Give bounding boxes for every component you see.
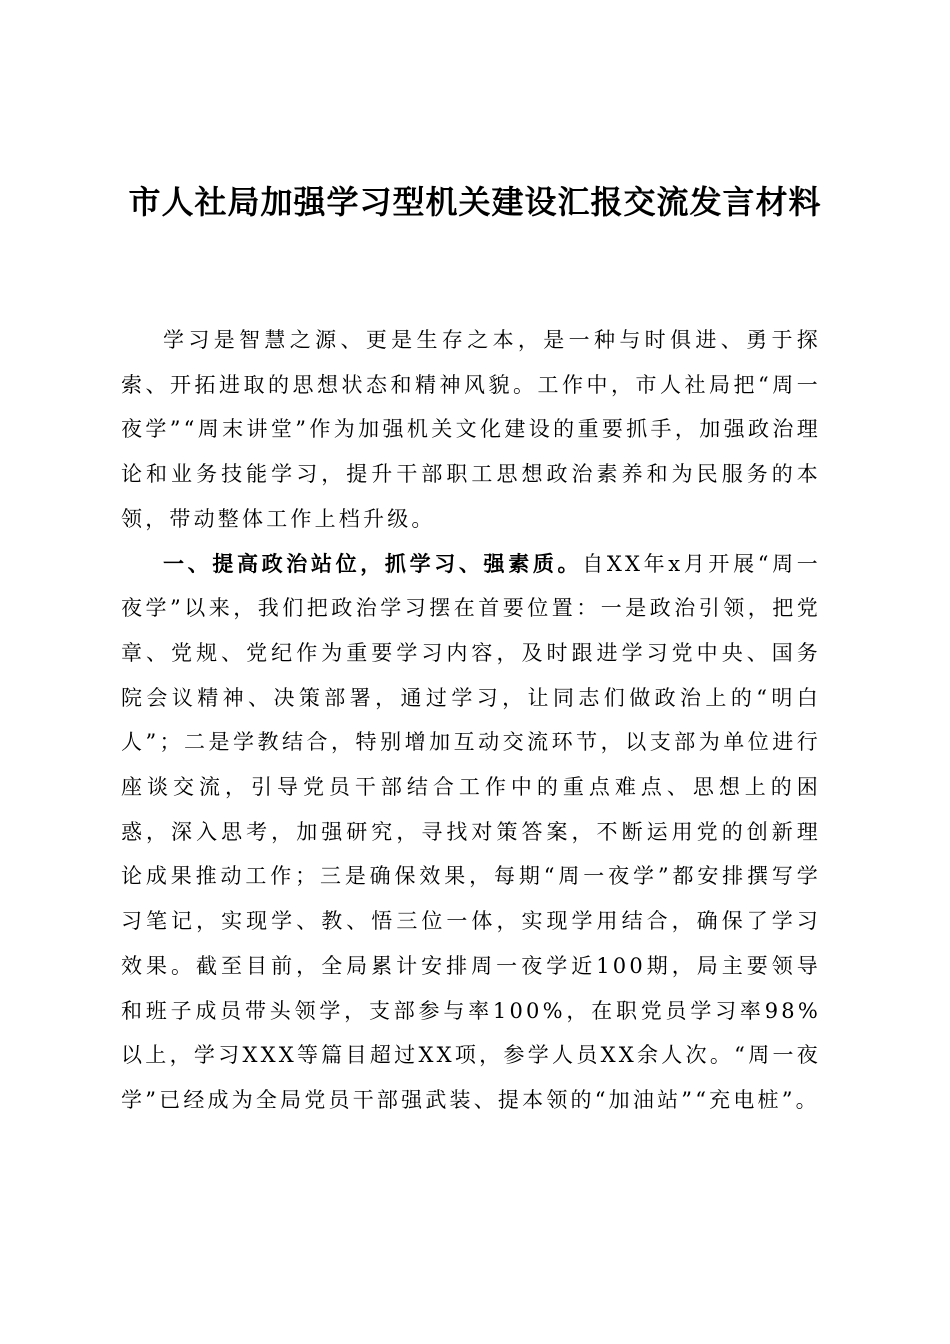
section-one-paragraph xyxy=(121,542,821,1123)
document-title: 市人社局加强学习型机关建设汇报交流发言材料 xyxy=(128,183,822,221)
document-body xyxy=(121,318,821,1123)
section-one-text: 自XX年x月开展“周一夜学”以来，我们把政治学习摆在首要位置：一是政治引领，把党章、党规、党纪作为重要学习内容，及时跟进学习党中央、国务院会议精神、决策部署，通过学习，让同志们做政治上的“明白人”；二是学教结合，特别增加互动交流环节，以支部为单位进行座谈交流，引导党员干部结合工作中的重点难点、思想上的困惑，深入思考，加强研究，寻找对策答案，不断运用党的创新理论成果推动工作；三是确保效果，每期“周一夜学”都安排撰写学习笔记，实现学、教、悟三位一体，实现学用结合，确保了学习效果。截至目前，全局累计安排周一夜学近100期，局主要领导和班子成员带头领学，支部参与率100%，在职党员学习率98%以上，学习XXX等篇目超过XX项，参学人员XX余人次。“周一夜学”已经成为全局党员干部强武装、提本领的“加油站”“充电桩”。 xyxy=(121,551,821,1112)
intro-paragraph-text: 学习是智慧之源、更是生存之本，是一种与时俱进、勇于探索、开拓进取的思想状态和精神风貌。工作中，市人社局把“周一夜学”“周末讲堂”作为加强机关文化建设的重要抓手，加强政治理论和业务技能学习，提升干部职工思想政治素养和为民服务的本领，带动整体工作上档升级。 xyxy=(121,328,821,531)
intro-paragraph xyxy=(121,318,821,542)
section-one-heading: 一、提高政治站位，抓学习、强素质。 xyxy=(163,550,583,576)
